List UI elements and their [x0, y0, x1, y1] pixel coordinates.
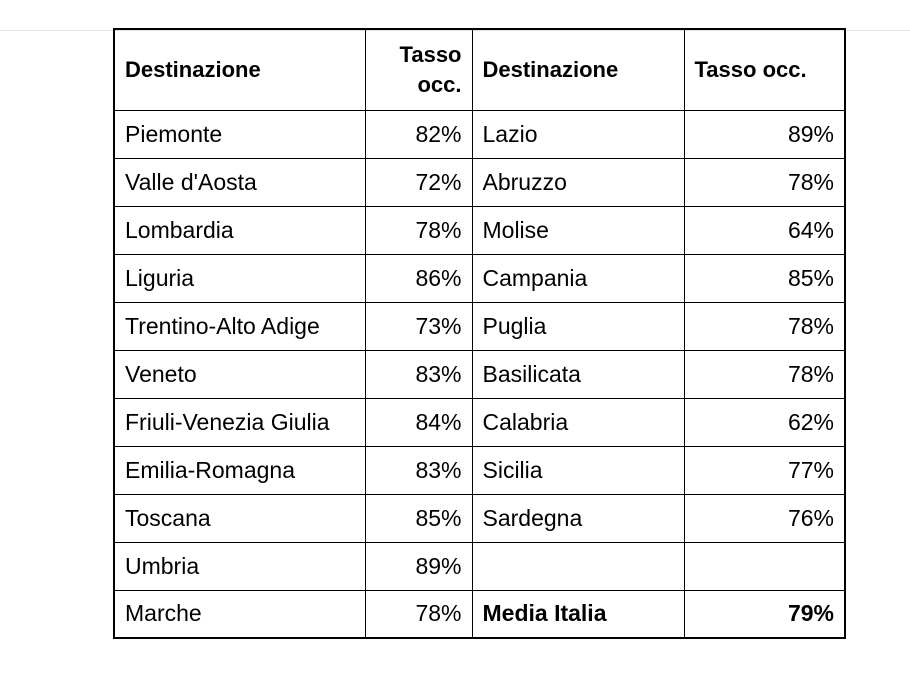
cell-rate-right: 78% [684, 302, 845, 350]
cell-rate-right [684, 542, 845, 590]
header-destination-left: Destinazione [114, 29, 365, 110]
occupancy-table [113, 28, 846, 639]
cell-region-right: Puglia [472, 302, 684, 350]
cell-region-left: Toscana [114, 494, 365, 542]
header-destination-right: Destinazione [472, 29, 684, 110]
table-header-row [114, 29, 845, 110]
table-row [114, 590, 845, 638]
cell-rate-left: 86% [365, 254, 472, 302]
cell-rate-right: 78% [684, 350, 845, 398]
cell-region-right: Campania [472, 254, 684, 302]
cell-region-right: Calabria [472, 398, 684, 446]
cell-rate-left: 78% [365, 206, 472, 254]
cell-rate-right: 78% [684, 158, 845, 206]
table-row [114, 206, 845, 254]
cell-region-left: Marche [114, 590, 365, 638]
cell-rate-left: 84% [365, 398, 472, 446]
cell-rate-left: 82% [365, 110, 472, 158]
cell-region-left: Friuli-Venezia Giulia [114, 398, 365, 446]
table-row [114, 350, 845, 398]
table-row [114, 158, 845, 206]
cell-region-left: Emilia-Romagna [114, 446, 365, 494]
cell-region-left: Valle d'Aosta [114, 158, 365, 206]
table-row [114, 254, 845, 302]
table-row [114, 110, 845, 158]
cell-region-right: Lazio [472, 110, 684, 158]
header-rate-left: Tasso occ. [365, 29, 472, 110]
cell-rate-left: 73% [365, 302, 472, 350]
table-row [114, 542, 845, 590]
cell-rate-left: 83% [365, 446, 472, 494]
cell-rate-left: 83% [365, 350, 472, 398]
cell-rate-left: 78% [365, 590, 472, 638]
cell-region-right: Abruzzo [472, 158, 684, 206]
table-body [114, 110, 845, 638]
cell-region-right: Sicilia [472, 446, 684, 494]
cell-rate-right: 89% [684, 110, 845, 158]
table-row [114, 494, 845, 542]
header-rate-right: Tasso occ. [684, 29, 845, 110]
cell-region-left: Lombardia [114, 206, 365, 254]
cell-region-left: Veneto [114, 350, 365, 398]
cell-region-right [472, 542, 684, 590]
cell-rate-right: 62% [684, 398, 845, 446]
cell-region-right: Sardegna [472, 494, 684, 542]
cell-average-label: Media Italia [472, 590, 684, 638]
cell-region-left: Trentino-Alto Adige [114, 302, 365, 350]
table-row [114, 302, 845, 350]
cell-rate-left: 72% [365, 158, 472, 206]
cell-rate-right: 64% [684, 206, 845, 254]
cell-region-left: Piemonte [114, 110, 365, 158]
cell-rate-right: 77% [684, 446, 845, 494]
cell-region-left: Liguria [114, 254, 365, 302]
table-row [114, 398, 845, 446]
cell-region-right: Molise [472, 206, 684, 254]
table-row [114, 446, 845, 494]
cell-average-value: 79% [684, 590, 845, 638]
cell-region-right: Basilicata [472, 350, 684, 398]
cell-region-left: Umbria [114, 542, 365, 590]
cell-rate-left: 89% [365, 542, 472, 590]
cell-rate-right: 85% [684, 254, 845, 302]
cell-rate-left: 85% [365, 494, 472, 542]
cell-rate-right: 76% [684, 494, 845, 542]
